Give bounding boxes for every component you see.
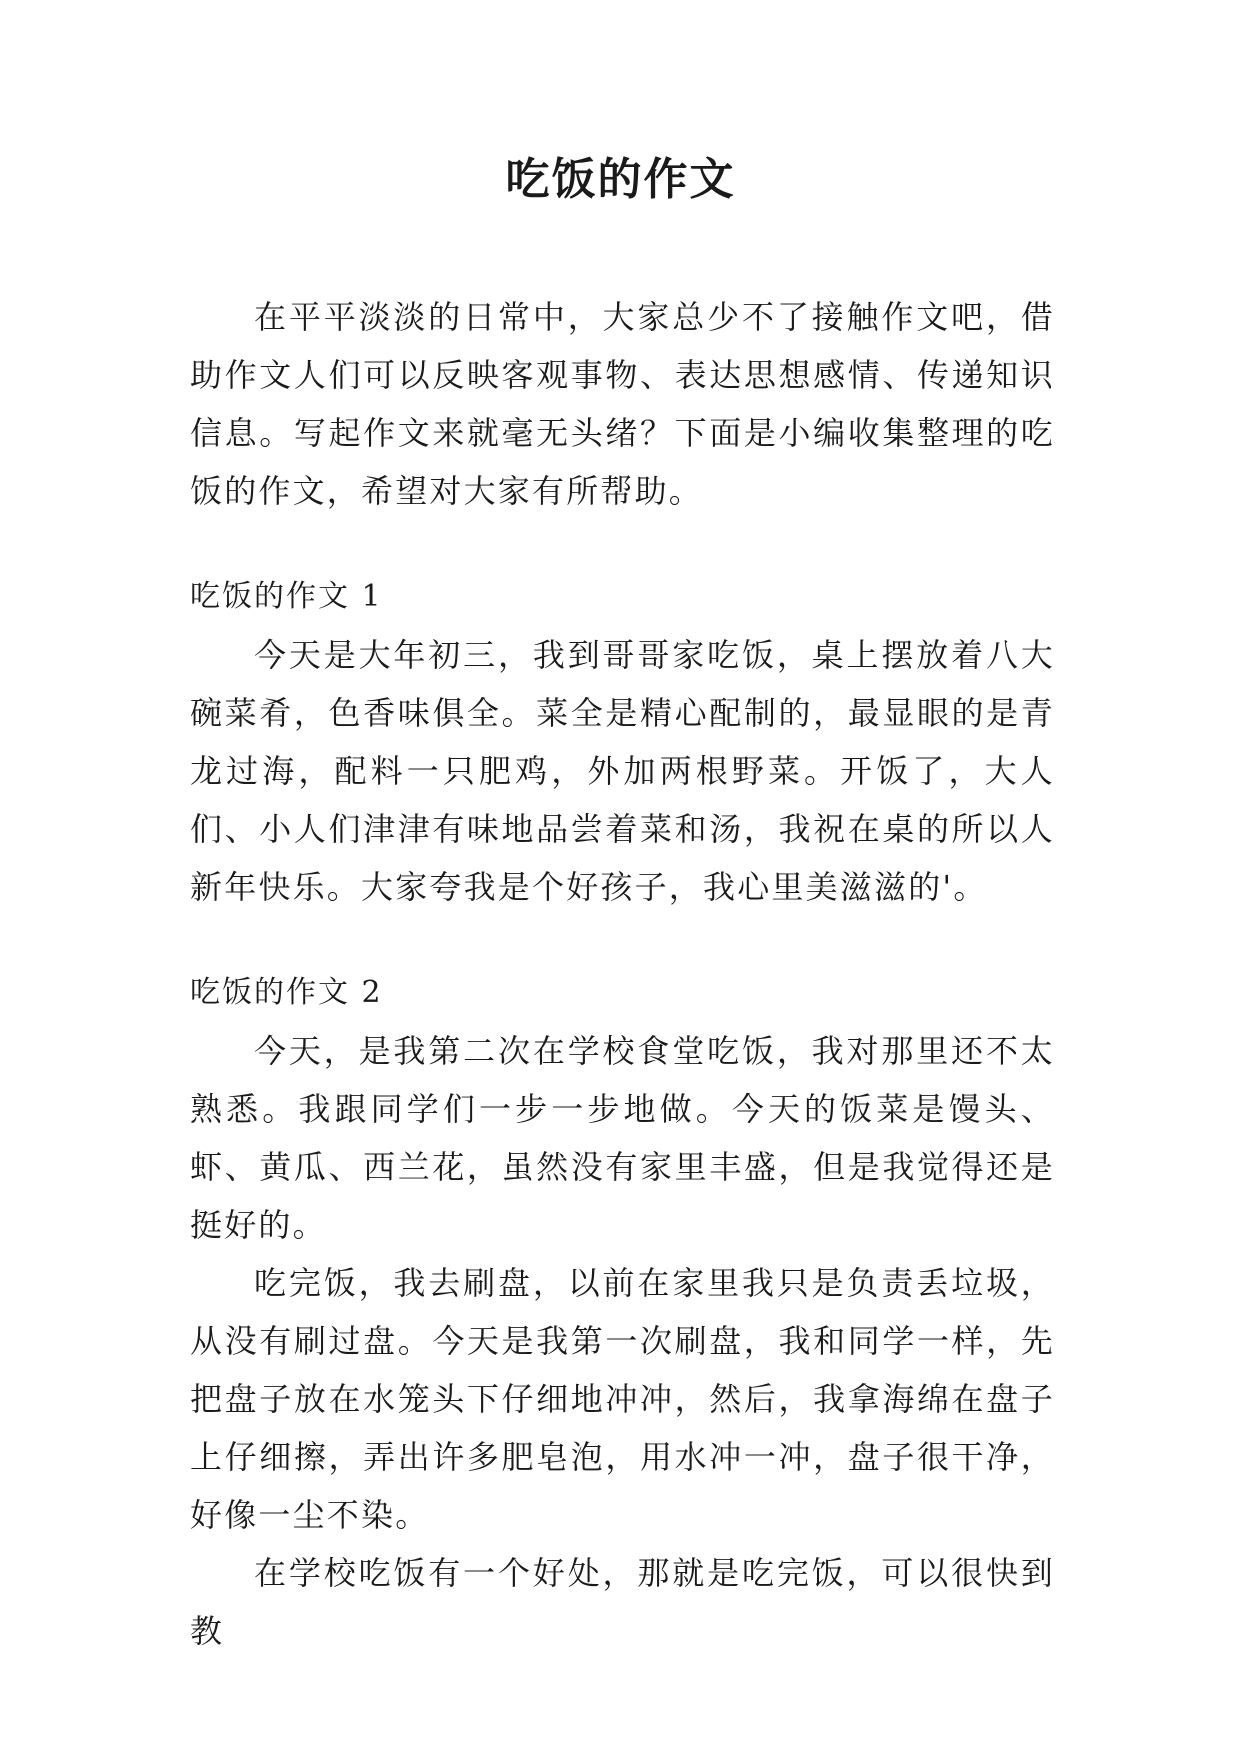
section-spacer <box>190 916 1055 964</box>
section-2-paragraph-2: 吃完饭，我去刷盘，以前在家里我只是负责丢垃圾，从没有刷过盘。今天是我第一次刷盘，我和同学一样，先把盘子放在水笼头下仔细地冲冲，然后，我拿海绵在盘子上仔细擦，弄出许多肥皂泡，用水冲一冲，盘子很干净，好像一尘不染。 <box>190 1264 1055 1534</box>
section-heading-1: 吃饭的作文 1 <box>190 579 383 614</box>
document-title: 吃饭的作文 <box>505 154 736 205</box>
section-heading-2: 吃饭的作文 2 <box>190 975 383 1010</box>
document-body <box>190 288 1055 1660</box>
section-spacer <box>190 520 1055 568</box>
section-2-paragraph-3: 在学校吃饭有一个好处，那就是吃完饭，可以很快到教 <box>190 1554 1055 1650</box>
section-2-paragraph-1: 今天，是我第二次在学校食堂吃饭，我对那里还不太熟悉。我跟同学们一步一步地做。今天的饭菜是馒头、虾、黄瓜、西兰花，虽然没有家里丰盛，但是我觉得还是挺好的。 <box>190 1032 1055 1244</box>
section-1-paragraph-1: 今天是大年初三，我到哥哥家吃饭，桌上摆放着八大碗菜肴，色香味俱全。菜全是精心配制的，最显眼的是青龙过海，配料一只肥鸡，外加两根野菜。开饭了，大人们、小人们津津有味地品尝着菜和汤，我祝在桌的所以人新年快乐。大家夸我是个好孩子，我心里美滋滋的'。 <box>190 636 1055 906</box>
intro-paragraph: 在平平淡淡的日常中，大家总少不了接触作文吧，借助作文人们可以反映客观事物、表达思想感情、传递知识信息。写起作文来就毫无头绪？下面是小编收集整理的吃饭的作文，希望对大家有所帮助。 <box>190 298 1055 510</box>
